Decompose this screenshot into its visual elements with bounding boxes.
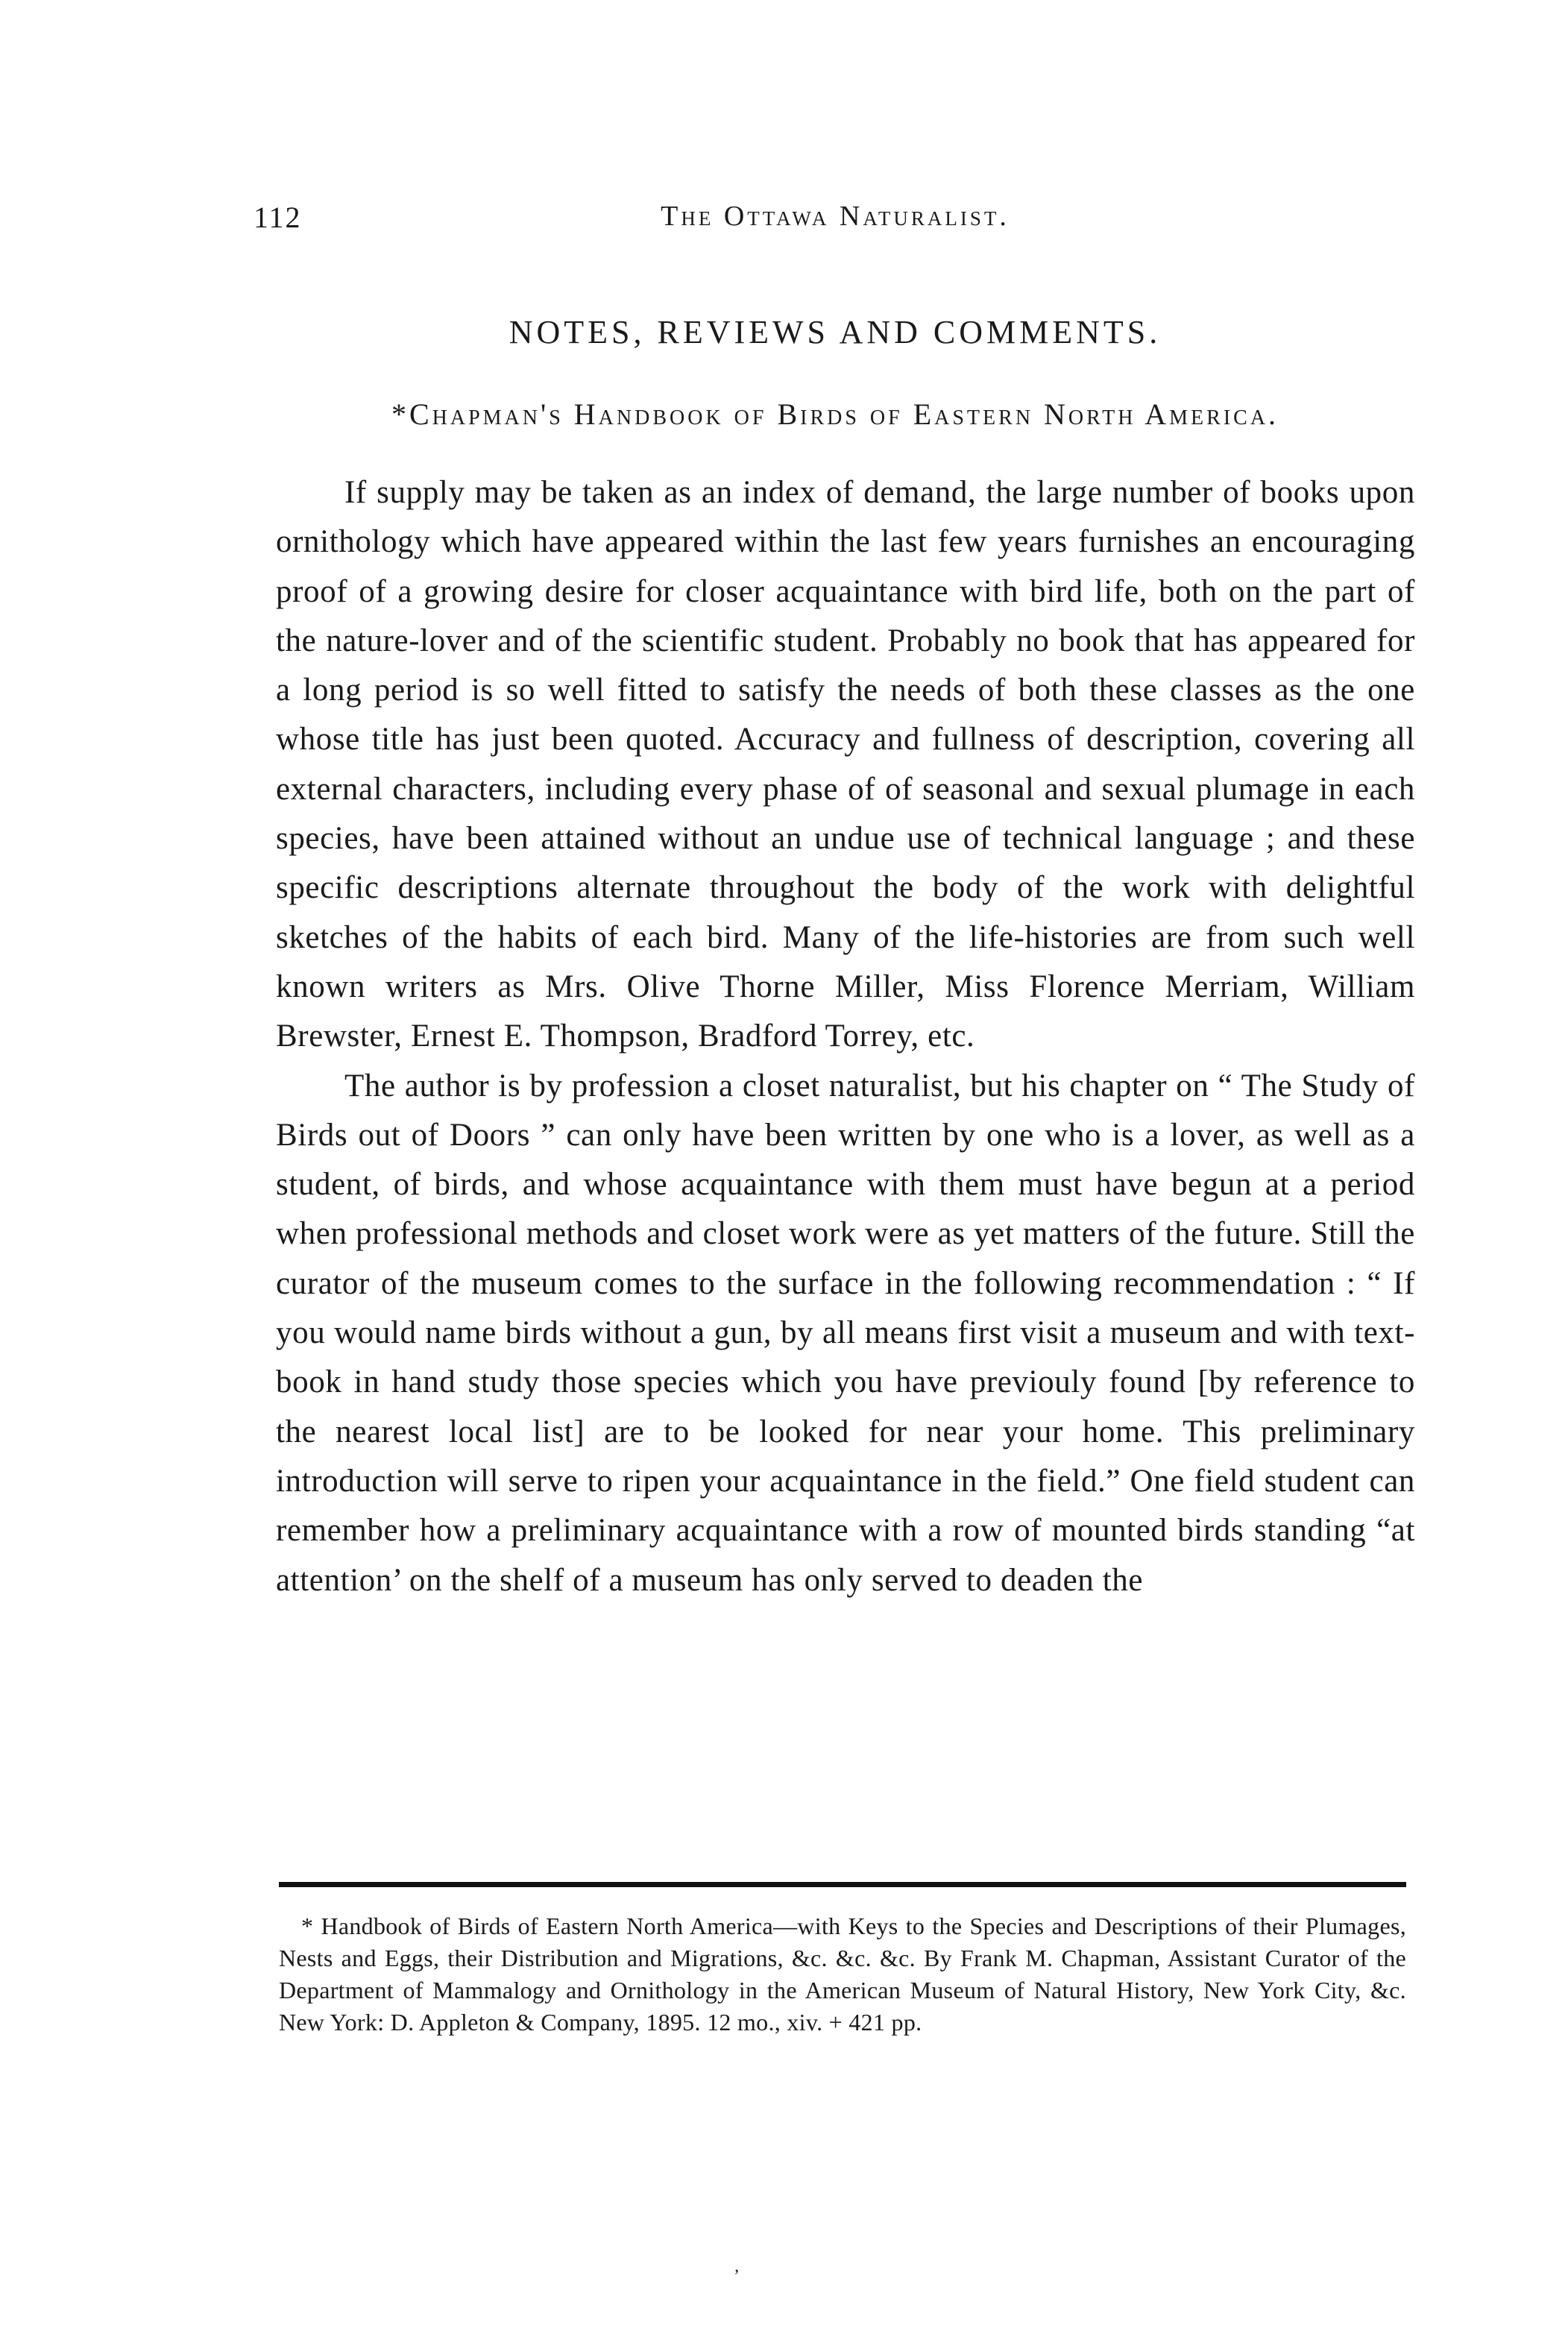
- review-title: *Chapman's Handbook of Birds of Eastern North America.: [391, 397, 1279, 431]
- page-number: 112: [254, 201, 302, 234]
- paragraph: The author is by profession a closet naturalist, but his chapter on “ The Study of Birds out of Doors ” can only have been written by one who is a lover, as well as a student, of birds, and whose acquaintance with them must have begun at a period when professional methods and closet work were as yet matters of the future. Still the curator of the museum comes to the surface in the following recommendation : “ If you would name birds without a gun, by all means first visit a museum and with text-book in hand study those species which you have previouly found [by reference to the nearest local list] are to be looked for near your home. This preliminary introduction will serve to ripen your acquaintance in the field.” One field student can remember how a preliminary acquaintance with a row of mounted birds standing “at attention’ on the shelf of a museum has only served to deaden the: [276, 1068, 1415, 1598]
- section-heading: NOTES, REVIEWS AND COMMENTS.: [509, 314, 1162, 350]
- paragraph: If supply may be taken as an index of demand, the large number of books upon ornithology which have appeared within the last few years furnishes an encouraging proof of a growing desire for closer acquaintance with bird life, both on the part of the nature-lover and of the scientific student. Probably no book that has appeared for a long period is so well fitted to satisfy the needs of both these classes as the one whose title has just been quoted. Accuracy and fullness of description, covering all external characters, including every phase of of seasonal and sexual plumage in each species, have been attained without an undue use of technical language ; and these specific descriptions alternate throughout the body of the work with delightful sketches of the habits of each bird. Many of the life-histories are from such well known writers as Mrs. Olive Thorne Miller, Miss Florence Merriam, William Brewster, Ernest E. Thompson, Bradford Torrey, etc.: [276, 475, 1415, 1054]
- footnote-divider: [279, 1882, 1406, 1887]
- journal-title: The Ottawa Naturalist.: [661, 201, 1010, 232]
- footnote: * Handbook of Birds of Eastern North America—with Keys to the Species and Descriptions of their Plumages, Nests and Eggs, their Distribution and Migrations, &c. &c. &c. By Frank M. Chapman, Assistant Curator of the Department of Mammalogy and Ornithology in the American Museum of Natural History, New York City, &c. New York: D. Appleton & Company, 1895. 12 mo., xiv. + 421 pp.: [279, 1913, 1406, 2036]
- article-body: [276, 468, 1415, 1605]
- running-head: [254, 200, 1417, 245]
- page-mark: ’: [734, 2267, 740, 2286]
